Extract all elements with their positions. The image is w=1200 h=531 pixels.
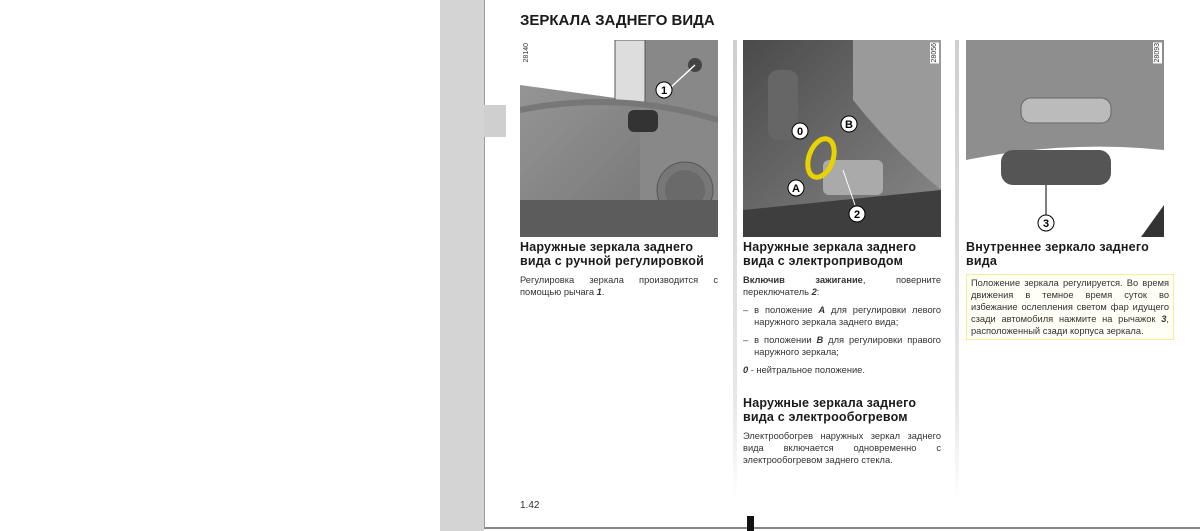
body-text: Включив зажигание, поверните переключатель 2: [743, 275, 942, 297]
callout-a: A [792, 183, 800, 195]
section-heading: Наружные зеркала заднего вида с электроприводом [743, 240, 917, 268]
body-text: Регулировка зеркала производится с помощью рычага 1. [520, 275, 718, 297]
column-electric-mirrors [743, 240, 941, 472]
highlighted-note: Положение зеркала регулируется. Во время движения в темное время суток во избежание ослепления светом фар идущего сзади автомобиля нажмите на рычажок 3, расположенный сзади корпуса зеркала. [966, 274, 1174, 340]
callout-0: 0 [796, 126, 804, 138]
image-code: 28056 [931, 43, 938, 63]
list-item: – в положение A для регулировки левого наружного зеркала заднего вида; [743, 305, 941, 327]
door-lever-photo [520, 40, 718, 237]
body-text: 0 - нейтральное положение. [743, 365, 865, 375]
image-code: 28140 [523, 43, 530, 63]
column-manual-mirrors [520, 240, 718, 304]
column-divider [955, 40, 959, 500]
interior-mirror-photo [966, 40, 1164, 237]
viewer-gutter [440, 0, 484, 531]
section-heading: Внутреннее зеркало заднего вида [966, 240, 1149, 268]
body-text: Электрообогрев наружных зеркал заднего вида включается одновременно с электрообогревом заднего стекла. [743, 431, 941, 465]
page-number: 1.42 [520, 500, 540, 511]
section-heading: Наружные зеркала заднего вида с ручной регулировкой [520, 240, 704, 268]
page-title: ЗЕРКАЛА ЗАДНЕГО ВИДА [520, 12, 715, 29]
section-heading: Наружные зеркала заднего вида с электрообогревом [743, 396, 917, 424]
callout-3: 3 [1042, 218, 1050, 230]
image-code: 28093 [1154, 43, 1161, 63]
section-tab [484, 105, 506, 137]
callout-2: 2 [853, 209, 861, 221]
list-item: – в положении B для регулировки правого наружного зеркала; [743, 335, 941, 357]
column-divider [733, 40, 737, 500]
column-interior-mirror [966, 240, 1174, 346]
mirror-switch-photo [743, 40, 941, 237]
callout-b: B [845, 119, 853, 131]
callout-1: 1 [660, 85, 668, 97]
page-marker [747, 516, 754, 531]
